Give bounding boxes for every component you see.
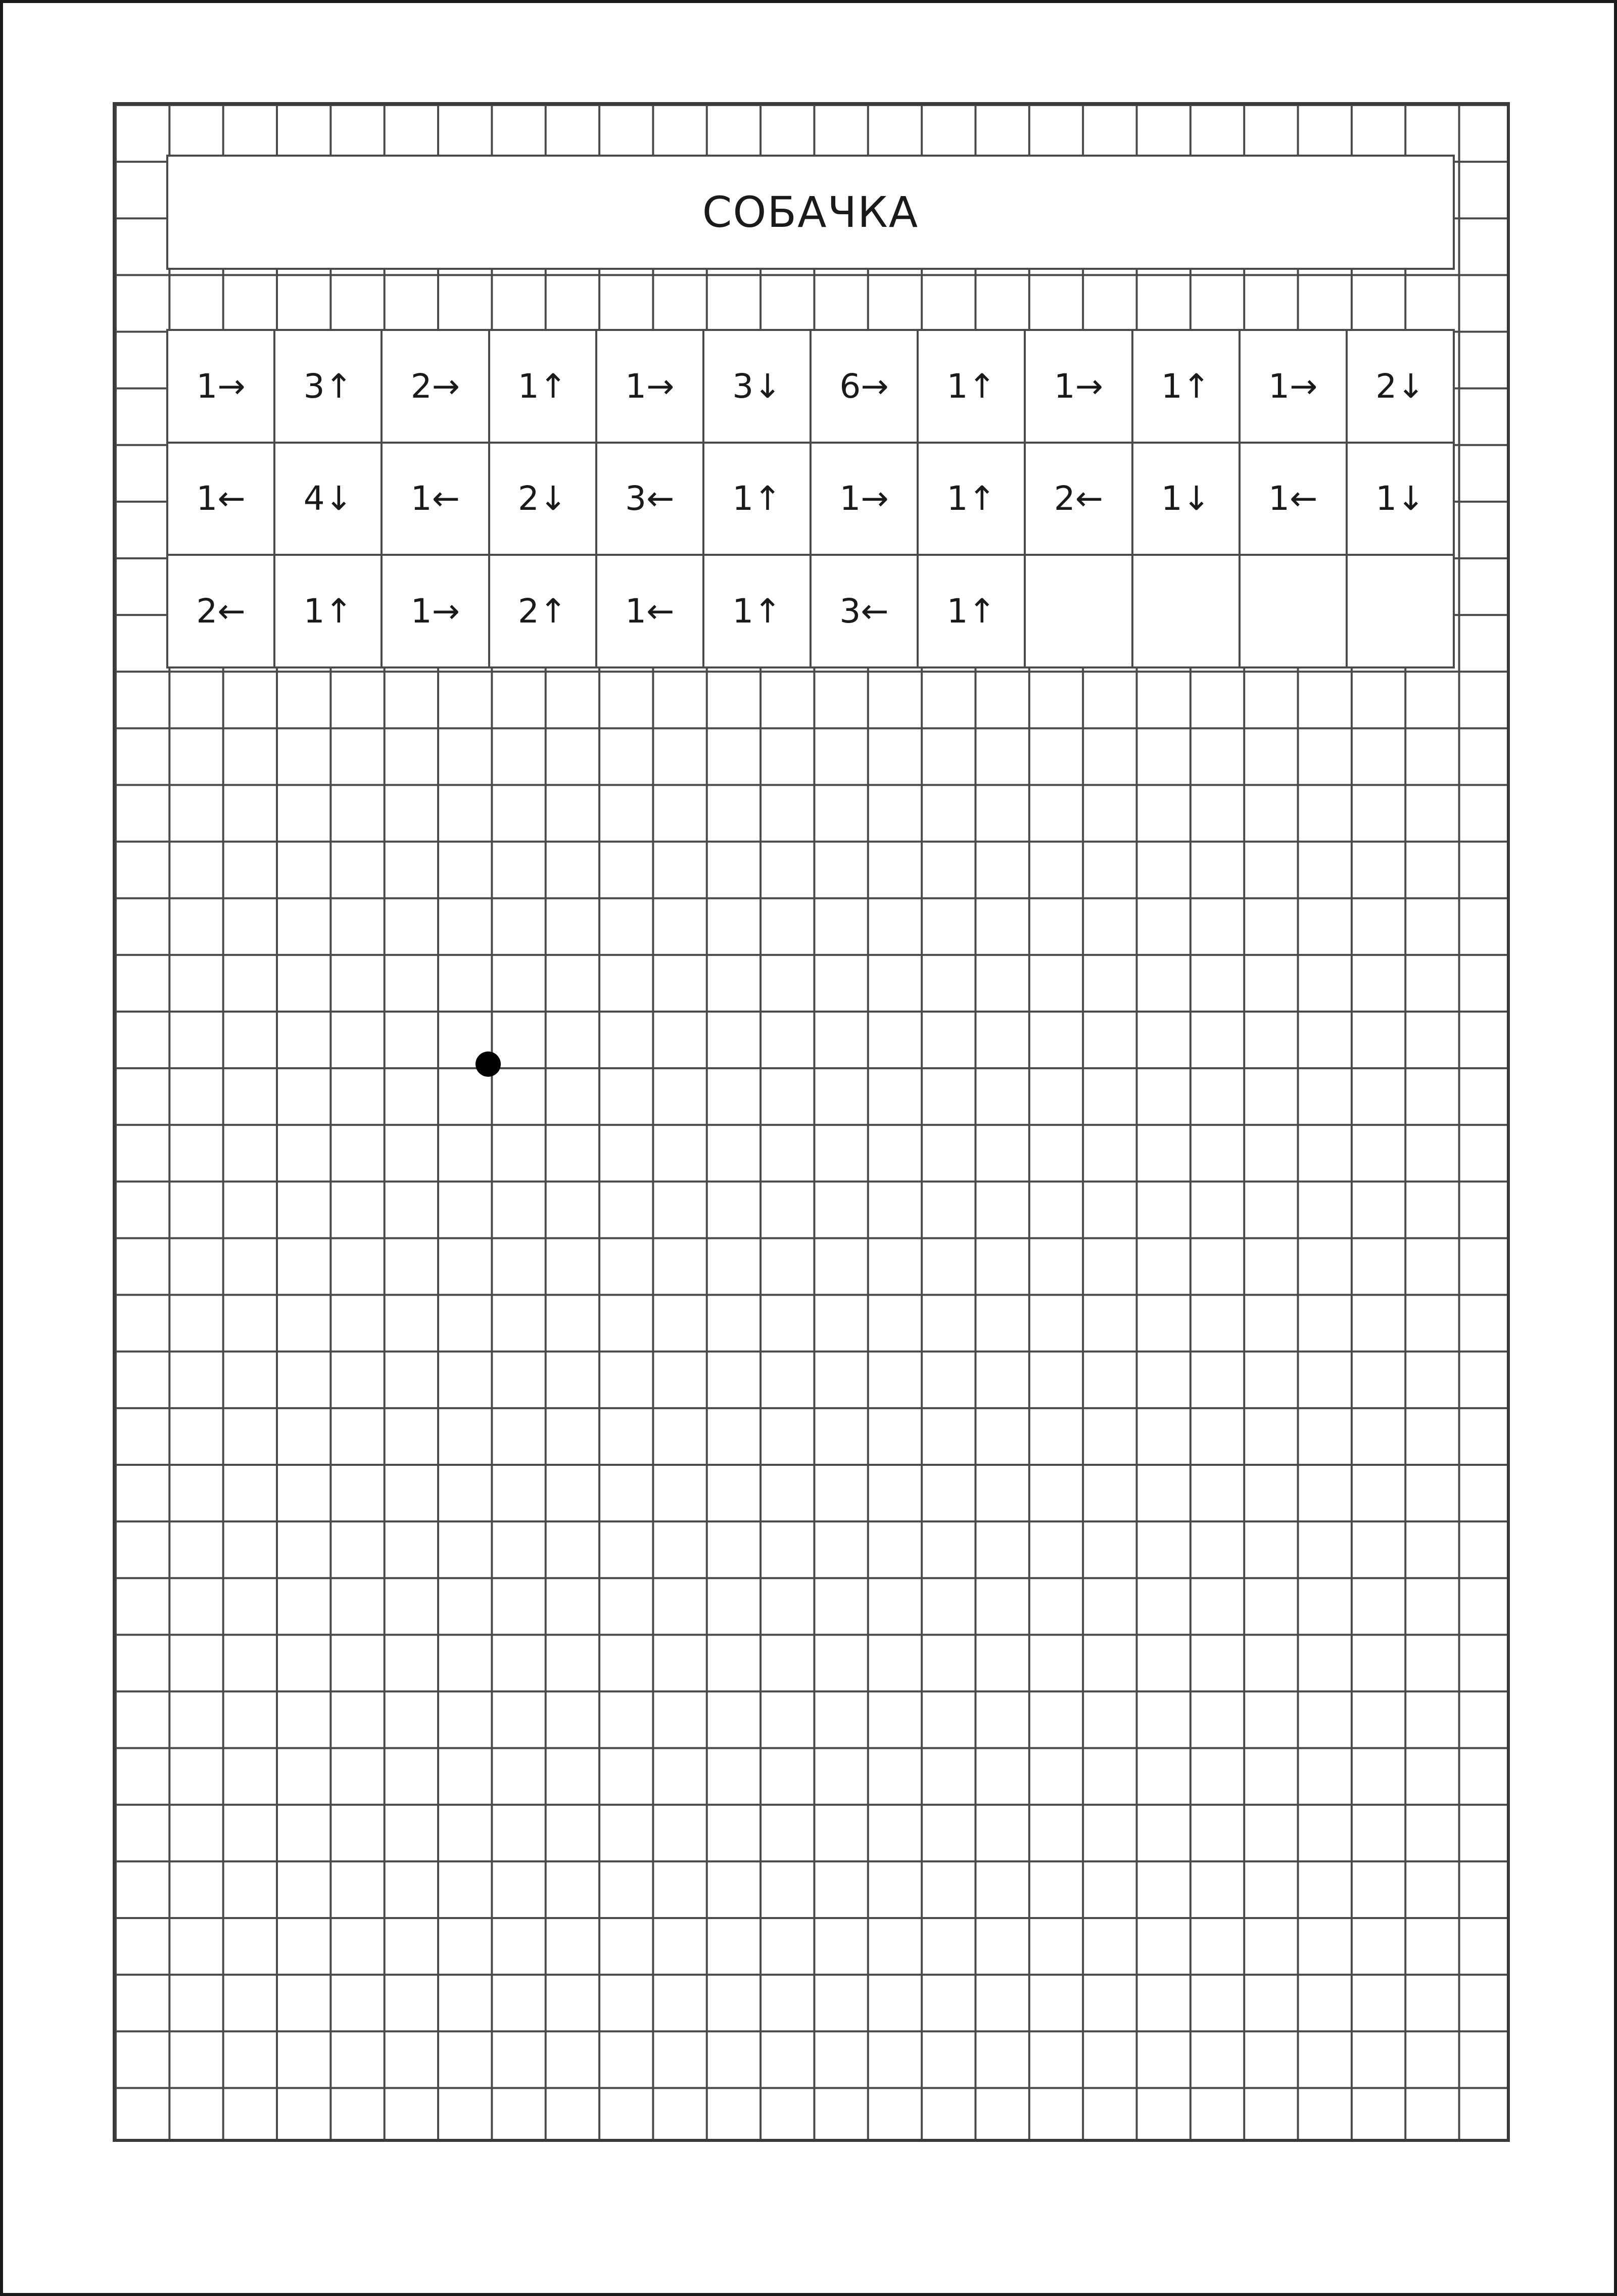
step-cell: 1↑ (919, 444, 1026, 556)
title-box (166, 155, 1455, 270)
step-cell: 2↑ (490, 556, 597, 668)
step-cell: 4↓ (275, 444, 383, 556)
step-cell: 1← (168, 444, 275, 556)
step-cell-empty (1348, 556, 1455, 668)
step-cell: 1↑ (1133, 331, 1241, 444)
step-cell: 1← (1241, 444, 1348, 556)
step-cell: 1→ (383, 556, 490, 668)
step-cell: 3← (812, 556, 919, 668)
step-cell: 1← (383, 444, 490, 556)
step-cell: 1→ (812, 444, 919, 556)
step-cell: 2→ (383, 331, 490, 444)
step-cell: 1→ (1241, 331, 1348, 444)
step-cell: 3← (597, 444, 704, 556)
step-cell: 1↓ (1348, 444, 1455, 556)
step-cell: 3↓ (704, 331, 812, 444)
step-cell: 1← (597, 556, 704, 668)
step-cell: 1↑ (275, 556, 383, 668)
step-cell: 1↑ (919, 556, 1026, 668)
step-cell: 2← (168, 556, 275, 668)
step-cell-empty (1133, 556, 1241, 668)
worksheet-title: СОБАЧКА (702, 187, 919, 237)
start-point-dot (475, 1051, 501, 1077)
step-cell: 2↓ (490, 444, 597, 556)
step-cell: 1↑ (919, 331, 1026, 444)
step-cell-empty (1241, 556, 1348, 668)
step-cell-empty (1026, 556, 1133, 668)
step-cell: 2← (1026, 444, 1133, 556)
step-cell: 1↑ (490, 331, 597, 444)
dictation-steps-table (166, 329, 1455, 668)
step-cell: 1→ (1026, 331, 1133, 444)
step-cell: 3↑ (275, 331, 383, 444)
step-cell: 2↓ (1348, 331, 1455, 444)
step-cell: 1→ (597, 331, 704, 444)
step-cell: 1↑ (704, 556, 812, 668)
step-cell: 1→ (168, 331, 275, 444)
step-cell: 1↑ (704, 444, 812, 556)
step-cell: 6→ (812, 331, 919, 444)
step-cell: 1↓ (1133, 444, 1241, 556)
